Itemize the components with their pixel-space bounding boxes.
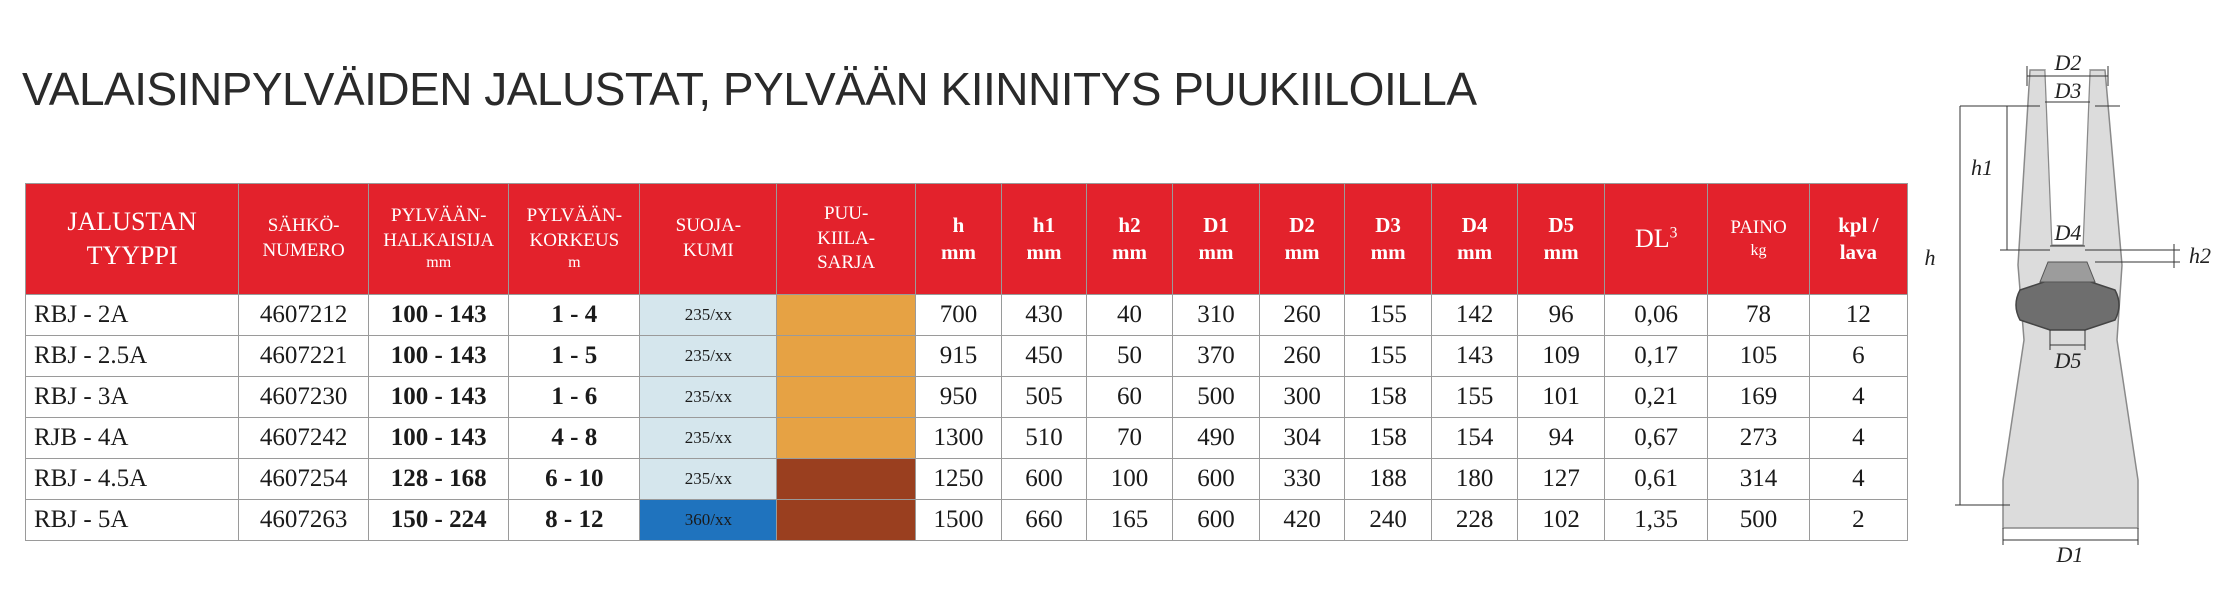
header-text: h2 bbox=[1118, 212, 1141, 237]
col-h2-header bbox=[1086, 184, 1173, 295]
cell-tyyppi: RBJ - 2A bbox=[26, 295, 239, 336]
cell-h2: 60 bbox=[1086, 377, 1173, 418]
cell-d3: 188 bbox=[1345, 459, 1432, 500]
cell-tyyppi: RBJ - 2.5A bbox=[26, 336, 239, 377]
cell-d5: 127 bbox=[1518, 459, 1605, 500]
cell-d2: 260 bbox=[1259, 336, 1344, 377]
cell-d5: 101 bbox=[1518, 377, 1605, 418]
cell-kpl: 2 bbox=[1809, 500, 1907, 541]
cell-h1: 430 bbox=[1002, 295, 1086, 336]
cell-d1: 370 bbox=[1173, 336, 1260, 377]
cell-h: 1300 bbox=[915, 418, 1002, 459]
header-text: HALKAISIJA bbox=[383, 229, 495, 251]
table-row bbox=[26, 377, 1908, 418]
cell-tyyppi: RBJ - 3A bbox=[26, 377, 239, 418]
cell-dl: 0,06 bbox=[1604, 295, 1707, 336]
cell-d1: 490 bbox=[1173, 418, 1260, 459]
label-d4: D4 bbox=[2054, 220, 2082, 245]
cell-d2: 420 bbox=[1259, 500, 1344, 541]
header-unit: mm bbox=[1112, 240, 1147, 264]
cell-suojakumi: 235/xx bbox=[640, 336, 777, 377]
cell-suojakumi: 235/xx bbox=[640, 418, 777, 459]
cell-paino: 78 bbox=[1708, 295, 1809, 336]
cell-suojakumi: 235/xx bbox=[640, 377, 777, 418]
col-suojakumi-header bbox=[640, 184, 777, 295]
col-kpl-header bbox=[1809, 184, 1907, 295]
header-text: NUMERO bbox=[262, 240, 345, 261]
cell-d4: 180 bbox=[1431, 459, 1518, 500]
header-unit: mm bbox=[1457, 240, 1493, 264]
cell-suojakumi: 235/xx bbox=[640, 459, 777, 500]
cell-numero: 4607230 bbox=[239, 377, 369, 418]
cell-kpl: 4 bbox=[1809, 418, 1907, 459]
cell-d5: 96 bbox=[1518, 295, 1605, 336]
cell-h1: 600 bbox=[1002, 459, 1086, 500]
cell-paino: 169 bbox=[1708, 377, 1809, 418]
cell-halkaisija: 150 - 224 bbox=[369, 500, 509, 541]
cell-paino: 314 bbox=[1708, 459, 1809, 500]
col-halkaisija-header bbox=[369, 184, 509, 295]
header-unit: mm bbox=[941, 240, 977, 264]
cell-h2: 40 bbox=[1086, 295, 1173, 336]
label-d2: D2 bbox=[2054, 50, 2082, 75]
cell-d5: 102 bbox=[1518, 500, 1605, 541]
cell-tyyppi: RBJ - 4.5A bbox=[26, 459, 239, 500]
table-row bbox=[26, 295, 1908, 336]
cell-d1: 500 bbox=[1173, 377, 1260, 418]
header-text: h1 bbox=[1032, 212, 1056, 237]
cell-korkeus: 6 - 10 bbox=[509, 459, 640, 500]
header-text: KUMI bbox=[683, 240, 734, 261]
cell-d5: 94 bbox=[1518, 418, 1605, 459]
cell-puukiila-swatch bbox=[777, 459, 915, 500]
header-unit: mm bbox=[1198, 240, 1234, 264]
cell-kpl: 6 bbox=[1809, 336, 1907, 377]
cell-tyyppi: RBJ - 5A bbox=[26, 500, 239, 541]
header-text: KORKEUS bbox=[529, 229, 620, 251]
col-numero-header bbox=[239, 184, 369, 295]
cell-puukiila-swatch bbox=[777, 500, 915, 541]
cell-h1: 660 bbox=[1002, 500, 1086, 541]
header-text: D3 bbox=[1375, 212, 1401, 237]
cell-numero: 4607242 bbox=[239, 418, 369, 459]
col-d1-header bbox=[1173, 184, 1260, 295]
header-text: JALUSTAN bbox=[67, 207, 197, 237]
cell-d2: 300 bbox=[1259, 377, 1344, 418]
header-text: PAINO bbox=[1730, 217, 1787, 239]
header-text: D4 bbox=[1461, 212, 1488, 237]
cell-halkaisija: 100 - 143 bbox=[369, 295, 509, 336]
header-text: h bbox=[952, 212, 965, 237]
cell-korkeus: 1 - 4 bbox=[509, 295, 640, 336]
cell-h: 1250 bbox=[915, 459, 1002, 500]
cell-d3: 158 bbox=[1345, 377, 1432, 418]
header-unit: mm bbox=[1370, 240, 1406, 264]
header-unit: kg bbox=[1750, 241, 1767, 259]
cell-korkeus: 1 - 5 bbox=[509, 336, 640, 377]
cell-numero: 4607212 bbox=[239, 295, 369, 336]
header-unit: m bbox=[568, 254, 581, 272]
label-h2: h2 bbox=[2189, 243, 2211, 268]
cell-h: 950 bbox=[915, 377, 1002, 418]
header-unit: mm bbox=[1026, 240, 1062, 264]
cell-h: 915 bbox=[915, 336, 1002, 377]
header-unit: mm bbox=[426, 254, 452, 272]
header-text: KIILA- bbox=[817, 227, 876, 249]
cell-d3: 155 bbox=[1345, 336, 1432, 377]
cell-d4: 143 bbox=[1431, 336, 1518, 377]
cell-d4: 155 bbox=[1431, 377, 1518, 418]
cell-d4: 142 bbox=[1431, 295, 1518, 336]
label-h: h bbox=[1924, 245, 1936, 270]
cell-h: 1500 bbox=[915, 500, 1002, 541]
cell-puukiila-swatch bbox=[777, 377, 915, 418]
table-row bbox=[26, 459, 1908, 500]
cell-numero: 4607221 bbox=[239, 336, 369, 377]
cell-suojakumi: 235/xx bbox=[640, 295, 777, 336]
rubber-ring bbox=[2016, 280, 2119, 330]
cell-d4: 154 bbox=[1431, 418, 1518, 459]
cell-d1: 600 bbox=[1173, 500, 1260, 541]
cell-d3: 158 bbox=[1345, 418, 1432, 459]
header-text: D5 bbox=[1548, 212, 1575, 237]
cell-puukiila-swatch bbox=[777, 418, 915, 459]
header-row bbox=[26, 184, 1908, 295]
cell-paino: 273 bbox=[1708, 418, 1809, 459]
header-text: SUOJA- bbox=[675, 215, 742, 237]
cell-h2: 70 bbox=[1086, 418, 1173, 459]
label-h1: h1 bbox=[1971, 155, 1993, 180]
header-text: PYLVÄÄN- bbox=[391, 204, 487, 226]
wedge-ring bbox=[2040, 262, 2095, 282]
cell-numero: 4607254 bbox=[239, 459, 369, 500]
cell-h2: 165 bbox=[1086, 500, 1173, 541]
table-row bbox=[26, 418, 1908, 459]
header-text: SARJA bbox=[817, 252, 876, 274]
cell-dl: 0,21 bbox=[1604, 377, 1707, 418]
cell-h: 700 bbox=[915, 295, 1002, 336]
cell-halkaisija: 100 - 143 bbox=[369, 377, 509, 418]
col-h-header bbox=[915, 184, 1002, 295]
cell-kpl: 4 bbox=[1809, 377, 1907, 418]
cell-paino: 500 bbox=[1708, 500, 1809, 541]
cell-tyyppi: RJB - 4A bbox=[26, 418, 239, 459]
cell-h2: 50 bbox=[1086, 336, 1173, 377]
cell-halkaisija: 100 - 143 bbox=[369, 336, 509, 377]
col-puukiila-header bbox=[777, 184, 915, 295]
cell-kpl: 12 bbox=[1809, 295, 1907, 336]
cell-d1: 600 bbox=[1173, 459, 1260, 500]
header-text: TYYPPI bbox=[86, 241, 178, 270]
cell-d2: 330 bbox=[1259, 459, 1344, 500]
col-d3-header bbox=[1345, 184, 1432, 295]
cell-dl: 0,17 bbox=[1604, 336, 1707, 377]
header-superscript: 3 bbox=[1669, 224, 1678, 242]
cell-d2: 304 bbox=[1259, 418, 1344, 459]
cell-kpl: 4 bbox=[1809, 459, 1907, 500]
col-d5-header bbox=[1518, 184, 1605, 295]
header-unit: mm bbox=[1284, 240, 1320, 264]
cell-h1: 505 bbox=[1002, 377, 1086, 418]
header-text: PYLVÄÄN- bbox=[526, 204, 623, 226]
cell-d3: 240 bbox=[1345, 500, 1432, 541]
cell-d2: 260 bbox=[1259, 295, 1344, 336]
header-text: D1 bbox=[1203, 212, 1229, 237]
header-text: DL bbox=[1634, 224, 1670, 254]
header-text: lava bbox=[1839, 240, 1878, 264]
cell-puukiila-swatch bbox=[777, 336, 915, 377]
cell-korkeus: 1 - 6 bbox=[509, 377, 640, 418]
col-d2-header bbox=[1259, 184, 1344, 295]
header-text: kpl / bbox=[1838, 212, 1879, 237]
cell-dl: 0,67 bbox=[1604, 418, 1707, 459]
col-korkeus-header bbox=[509, 184, 640, 295]
cell-numero: 4607263 bbox=[239, 500, 369, 541]
col-tyyppi-header bbox=[26, 184, 239, 295]
cell-h1: 510 bbox=[1002, 418, 1086, 459]
cell-h1: 450 bbox=[1002, 336, 1086, 377]
page-title: VALAISINPYLVÄIDEN JALUSTAT, PYLVÄÄN KIINNITYS PUUKIILOILLA bbox=[22, 63, 1477, 115]
header-text: PUU- bbox=[823, 202, 869, 224]
col-paino-header bbox=[1708, 184, 1809, 295]
cell-d5: 109 bbox=[1518, 336, 1605, 377]
cell-d3: 155 bbox=[1345, 295, 1432, 336]
label-d1: D1 bbox=[2056, 542, 2084, 567]
cell-h2: 100 bbox=[1086, 459, 1173, 500]
col-dl-header bbox=[1604, 184, 1707, 295]
cell-halkaisija: 100 - 143 bbox=[369, 418, 509, 459]
table-row bbox=[26, 336, 1908, 377]
header-text: D2 bbox=[1289, 212, 1315, 237]
header-text: SÄHKÖ- bbox=[267, 215, 340, 237]
header-unit: mm bbox=[1543, 240, 1579, 264]
cell-halkaisija: 128 - 168 bbox=[369, 459, 509, 500]
cell-suojakumi: 360/xx bbox=[640, 500, 777, 541]
cell-korkeus: 8 - 12 bbox=[509, 500, 640, 541]
col-d4-header bbox=[1431, 184, 1518, 295]
cell-d4: 228 bbox=[1431, 500, 1518, 541]
col-h1-header bbox=[1002, 184, 1086, 295]
cell-dl: 0,61 bbox=[1604, 459, 1707, 500]
label-d3: D3 bbox=[2054, 78, 2082, 103]
cell-d1: 310 bbox=[1173, 295, 1260, 336]
table-row bbox=[26, 500, 1908, 541]
cell-dl: 1,35 bbox=[1604, 500, 1707, 541]
spec-table bbox=[25, 183, 1908, 541]
cell-korkeus: 4 - 8 bbox=[509, 418, 640, 459]
cell-paino: 105 bbox=[1708, 336, 1809, 377]
label-d5: D5 bbox=[2054, 348, 2082, 373]
cell-puukiila-swatch bbox=[777, 295, 915, 336]
pedestal-dimension-diagram bbox=[1900, 40, 2235, 570]
